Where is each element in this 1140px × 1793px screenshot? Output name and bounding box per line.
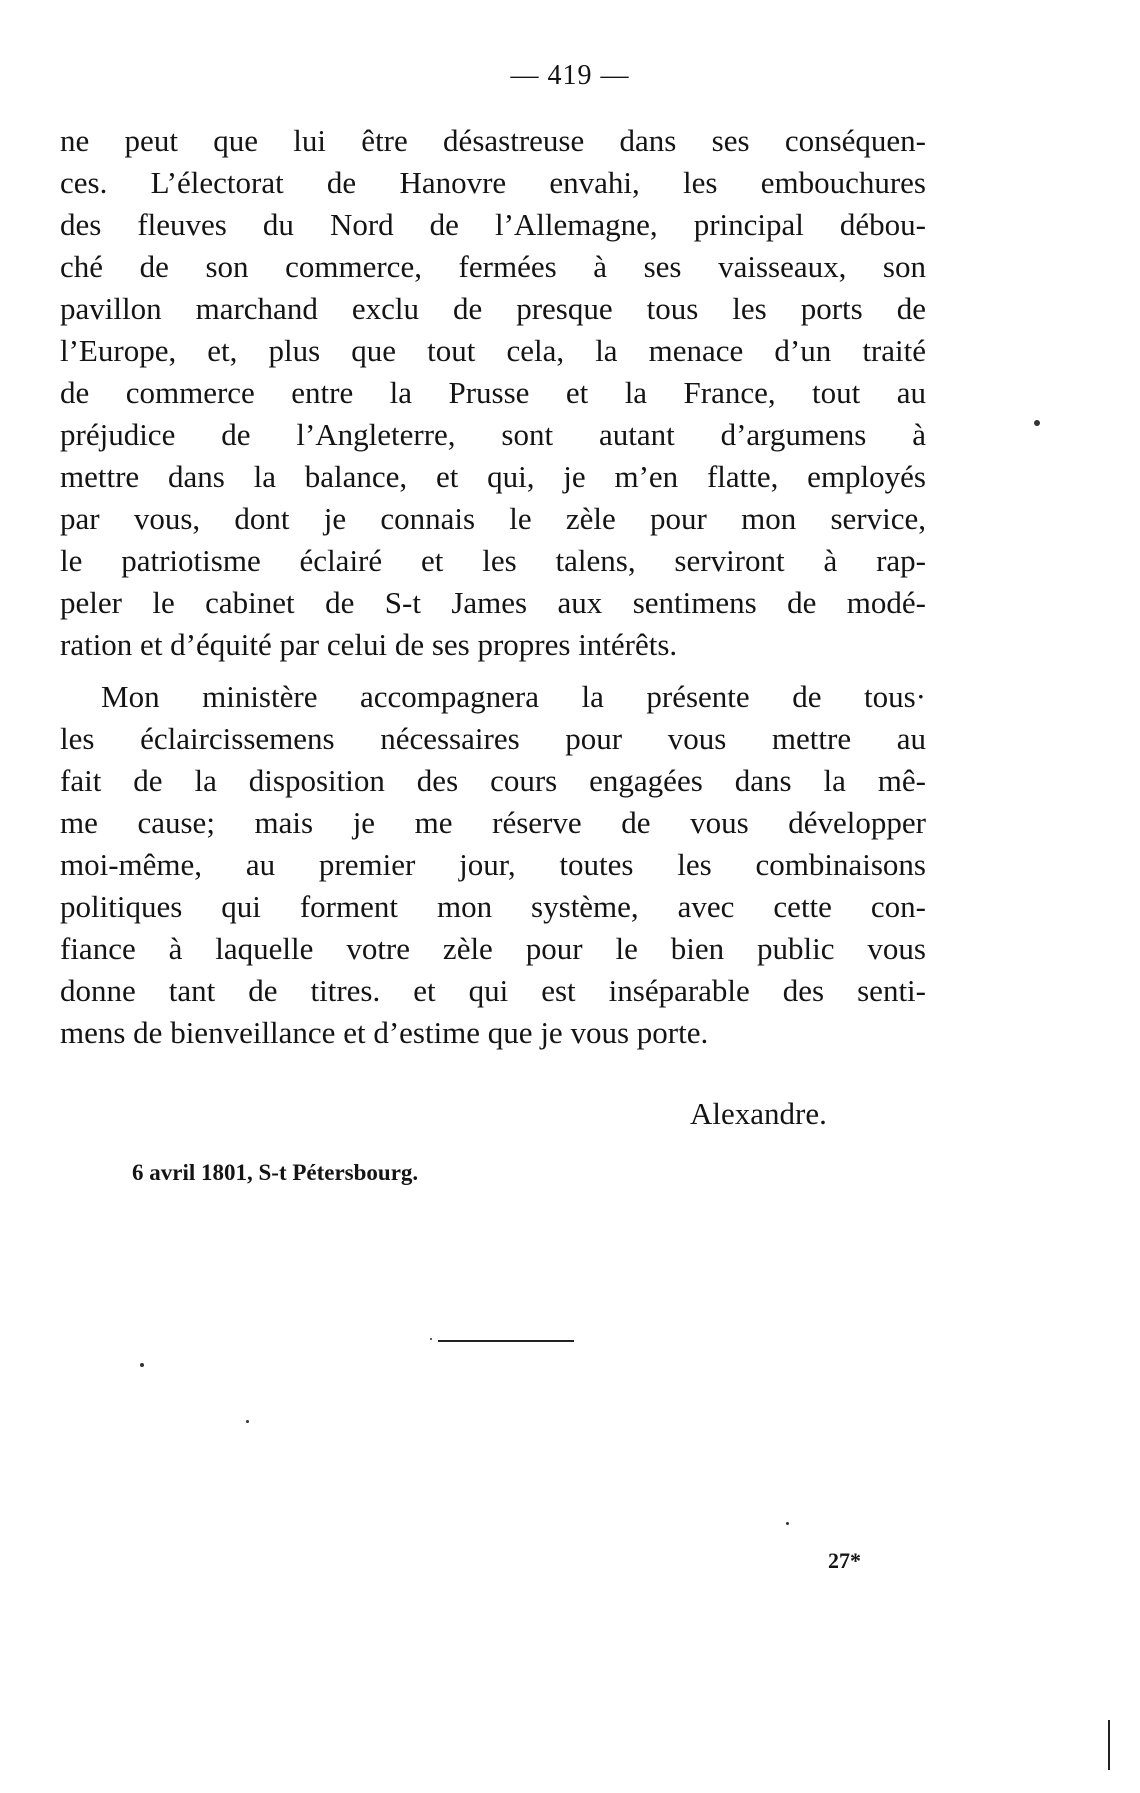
ink-speck <box>786 1522 789 1525</box>
letter-body <box>60 120 926 1054</box>
ink-speck <box>430 1338 432 1340</box>
paragraph-gap <box>60 666 926 676</box>
text-line: Mon ministère accompagnera la présente de tous· <box>101 679 926 714</box>
text-line: ché de son commerce, fermées à ses vaisseaux, son <box>60 249 926 284</box>
ink-speck <box>140 1363 144 1367</box>
text-line: peler le cabinet de S-t James aux sentimens de modé- <box>60 585 926 620</box>
text-line: moi-même, au premier jour, toutes les combinaisons <box>60 847 926 882</box>
page-number: — 419 — <box>510 60 630 91</box>
text-line: politiques qui forment mon système, avec cette con- <box>60 889 926 924</box>
ink-speck <box>1034 420 1040 426</box>
signature-mark: 27* <box>828 1548 861 1573</box>
scan-edge-mark <box>1108 1720 1110 1770</box>
text-line: de commerce entre la Prusse et la France, tout au <box>60 375 926 410</box>
text-line: des fleuves du Nord de l’Allemagne, principal débou- <box>60 207 926 242</box>
text-line: fiance à laquelle votre zèle pour le bien public vous <box>60 931 926 966</box>
paragraph-1 <box>60 120 926 666</box>
date-line: 6 avril 1801, S-t Pétersbourg. <box>132 1160 419 1185</box>
paragraph-2 <box>60 676 926 1054</box>
text-line: ces. L’électorat de Hanovre envahi, les embouchures <box>60 165 926 200</box>
text-line: les éclaircissemens nécessaires pour vous mettre au <box>60 721 926 756</box>
text-line: par vous, dont je connais le zèle pour mon service, <box>60 501 926 536</box>
text-line: me cause; mais je me réserve de vous développer <box>60 805 926 840</box>
text-line: fait de la disposition des cours engagées dans la mê- <box>60 763 926 798</box>
ink-speck <box>246 1420 249 1423</box>
signature: Alexandre. <box>690 1096 827 1131</box>
text-line: ne peut que lui être désastreuse dans ses conséquen- <box>60 123 926 158</box>
text-line: préjudice de l’Angleterre, sont autant d’argumens à <box>60 417 926 452</box>
separator-rule <box>438 1340 574 1342</box>
text-line: donne tant de titres. et qui est inséparable des senti- <box>60 973 926 1008</box>
text-line: le patriotisme éclairé et les talens, serviront à rap- <box>60 543 926 578</box>
text-line: pavillon marchand exclu de presque tous les ports de <box>60 291 926 326</box>
text-line: mettre dans la balance, et qui, je m’en flatte, employés <box>60 459 926 494</box>
text-line: l’Europe, et, plus que tout cela, la menace d’un traité <box>60 333 926 368</box>
text-line: mens de bienveillance et d’estime que je vous porte. <box>60 1015 709 1050</box>
text-line: ration et d’équité par celui de ses propres intérêts. <box>60 627 678 662</box>
